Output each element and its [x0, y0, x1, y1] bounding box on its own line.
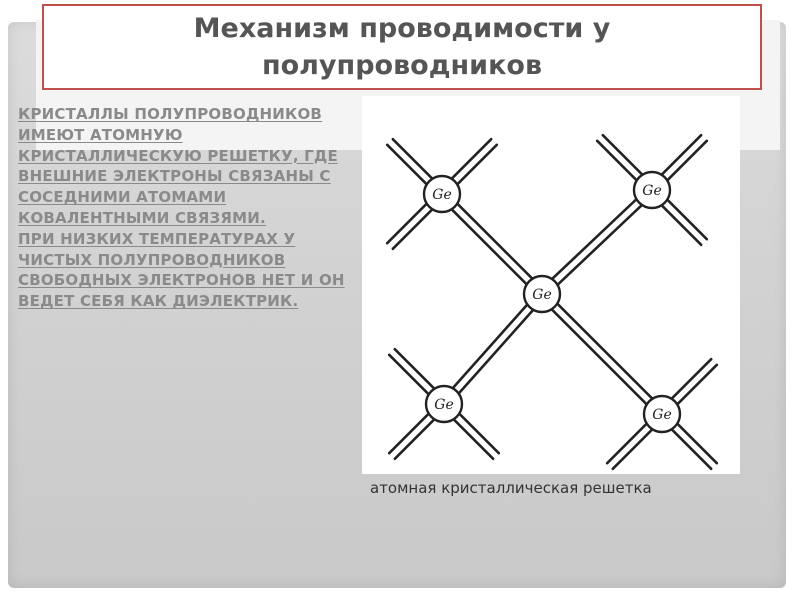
atom-label: Ge	[432, 187, 452, 203]
atom-label: Ge	[652, 407, 672, 423]
atom-label: Ge	[642, 183, 662, 199]
covalent-bond-atom-bottom-left	[441, 291, 545, 406]
figure-caption: атомная кристаллическая решетка	[370, 479, 652, 497]
covalent-bond-atom-bottom-right-line	[545, 291, 665, 411]
covalent-bond-atom-top-left-line	[445, 191, 545, 291]
atom-top-right	[634, 172, 670, 208]
paragraph-lattice: КРИСТАЛЛЫ ПОЛУПРОВОДНИКОВ ИМЕЮТ АТОМНУЮ КРИСТАЛЛИЧЕСКУЮ РЕШЕТКУ, ГДЕ ВНЕШНИЕ ЭЛЕКТРОНЫ СВЯЗАНЫ С СОСЕДНИМИ АТОМАМИ КОВАЛЕНТНЫМИ СВЯЗЯМИ.	[18, 105, 338, 227]
atom-label: Ge	[434, 397, 454, 413]
covalent-bond-atom-top-right-line	[545, 193, 655, 297]
covalent-bond-atom-top-left-line	[439, 197, 539, 297]
atom-center	[524, 276, 560, 312]
atom-bottom-left	[426, 386, 462, 422]
covalent-bond-atom-bottom-right	[539, 291, 665, 417]
covalent-bond-atom-bottom-right-line	[539, 297, 659, 417]
title-box	[42, 4, 762, 90]
paragraph-low-temperature: ПРИ НИЗКИХ ТЕМПЕРАТУРАХ У ЧИСТЫХ ПОЛУПРОВОДНИКОВ СВОБОДНЫХ ЭЛЕКТРОНОВ НЕТ И ОН ВЕДЕТ СЕБЯ КАК ДИЭЛЕКТРИК.	[18, 229, 345, 311]
atom-top-left	[424, 176, 460, 212]
covalent-bond-atom-top-right-line	[539, 187, 649, 291]
body-text	[18, 104, 363, 312]
covalent-bond-atom-bottom-left-line	[447, 297, 545, 407]
covalent-bond-atom-top-right	[539, 187, 654, 297]
crystal-lattice-figure	[362, 96, 740, 474]
covalent-bond-atom-bottom-left-line	[441, 291, 539, 401]
crystal-lattice-diagram	[362, 96, 740, 474]
slide-title: Механизм проводимости у полупроводников	[193, 13, 611, 81]
atom-label: Ge	[532, 287, 552, 303]
atom-bottom-right	[644, 396, 680, 432]
